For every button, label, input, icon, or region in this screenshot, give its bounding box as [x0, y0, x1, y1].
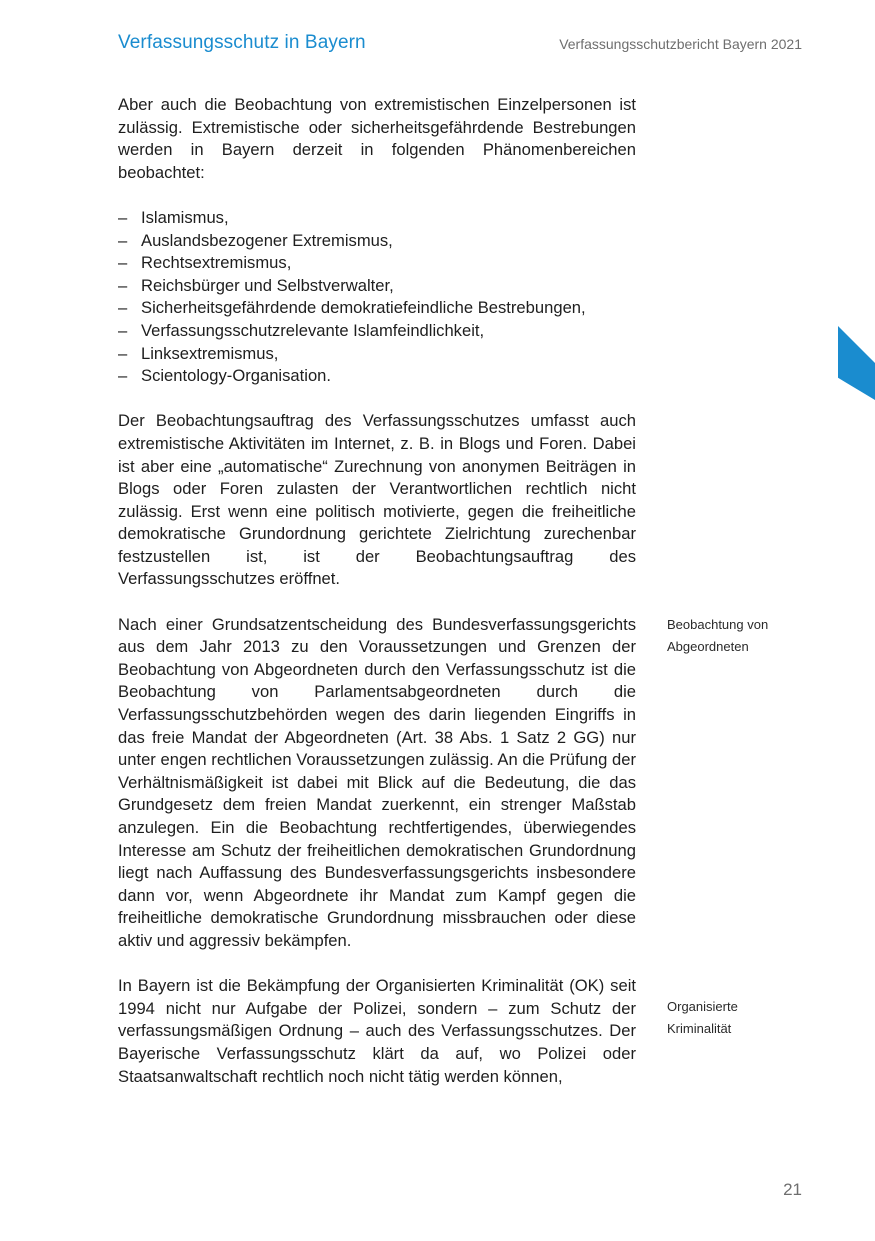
margin-note-organized-crime: [667, 996, 817, 1040]
list-item: – Verfassungsschutzrelevante Islamfeindlichkeit,: [118, 320, 636, 343]
report-title: Verfassungsschutzbericht Bayern 2021: [559, 36, 802, 52]
list-item: – Rechtsextremismus,: [118, 252, 636, 275]
paragraph-internet-observation: Der Beobachtungsauftrag des Verfassungsschutzes umfasst auch extremistische Aktivitäten im Internet, z. B. in Blogs und Foren. Dabei ist aber eine „automatische“ Zurechnung von anonymen Beiträgen in Blogs oder Foren zulasten der Verantwortlichen rechtlich nicht zulässig. Erst wenn eine politisch motivierte, gegen die freiheitliche demokratische Grundordnung gerichtete Zielrichtung zurechenbar festzustellen ist, ist der Beobachtungsauftrag des Verfassungsschutzes eröffnet.: [118, 411, 636, 589]
list-item: – Islamismus,: [118, 207, 636, 230]
list-item: – Sicherheitsgefährdende demokratiefeindliche Bestrebungen,: [118, 297, 636, 320]
list-item: – Linksextremismus,: [118, 343, 636, 366]
paragraph-observation-individuals: Aber auch die Beobachtung von extremistischen Einzelpersonen ist zulässig. Extremistische oder sicherheitsgefährdende Bestrebungen werden in Bayern derzeit in folgenden Phänomenbereichen beobachtet:: [118, 95, 636, 182]
body-text: [118, 94, 636, 1111]
list-item: – Scientology-Organisation.: [118, 365, 636, 388]
list-item: – Auslandsbezogener Extremismus,: [118, 230, 636, 253]
margin-note-line: Beobachtung von: [667, 617, 769, 632]
margin-note-line: Organisierte: [667, 999, 738, 1014]
section-title: Verfassungsschutz in Bayern: [118, 32, 366, 53]
paragraph-observation-parliamentarians: Nach einer Grundsatzentscheidung des Bundesverfassungsgerichts aus dem Jahr 2013 zu den Voraussetzungen und Grenzen der Beobachtung von Abgeordneten durch den Verfassungsschutz ist die Beobachtung von Parlamentsabgeordneten durch die Verfassungsschutzbehörden wegen des darin liegenden Eingriffs in das freie Mandat der Abgeordneten (Art. 38 Abs. 1 Satz 2 GG) nur unter engen rechtlichen Voraussetzungen zulässig. An die Prüfung der Verhältnismäßigkeit ist dabei mit Blick auf die Bedeutung, die das Grundgesetz dem freien Mandat zuerkennt, ein strenger Maßstab anzulegen. Ein die Beobachtung rechtfertigendes, überwiegendes Interesse am Schutz der freiheitlichen demokratischen Grundordnung liegt nach Auffassung des Bundesverfassungsgerichts insbesondere dann vor, wenn Abgeordnete ihr Mandat zum Kampf gegen die freiheitliche demokratische Grundordnung missbrauchen oder diese aktiv und aggressiv bekämpfen.: [118, 614, 636, 950]
phenomena-list: [118, 207, 636, 388]
margin-note-parliamentarians: [667, 614, 817, 658]
paragraph-organized-crime: In Bayern ist die Bekämpfung der Organisierten Kriminalität (OK) seit 1994 nicht nur Aufgabe der Polizei, sondern – zum Schutz der verfassungsmäßigen Ordnung – auch des Verfassungsschutzes. Der Bayerische Verfassungsschutz klärt da auf, wo Polizei oder Staatsanwaltschaft rechtlich noch nicht tätig werden können,: [118, 976, 636, 1086]
chapter-tab-marker: [838, 326, 875, 400]
page-number: 21: [783, 1180, 802, 1199]
margin-note-line: Kriminalität: [667, 1021, 732, 1036]
margin-note-line: Abgeordneten: [667, 639, 749, 654]
list-item: – Reichsbürger und Selbstverwalter,: [118, 275, 636, 298]
